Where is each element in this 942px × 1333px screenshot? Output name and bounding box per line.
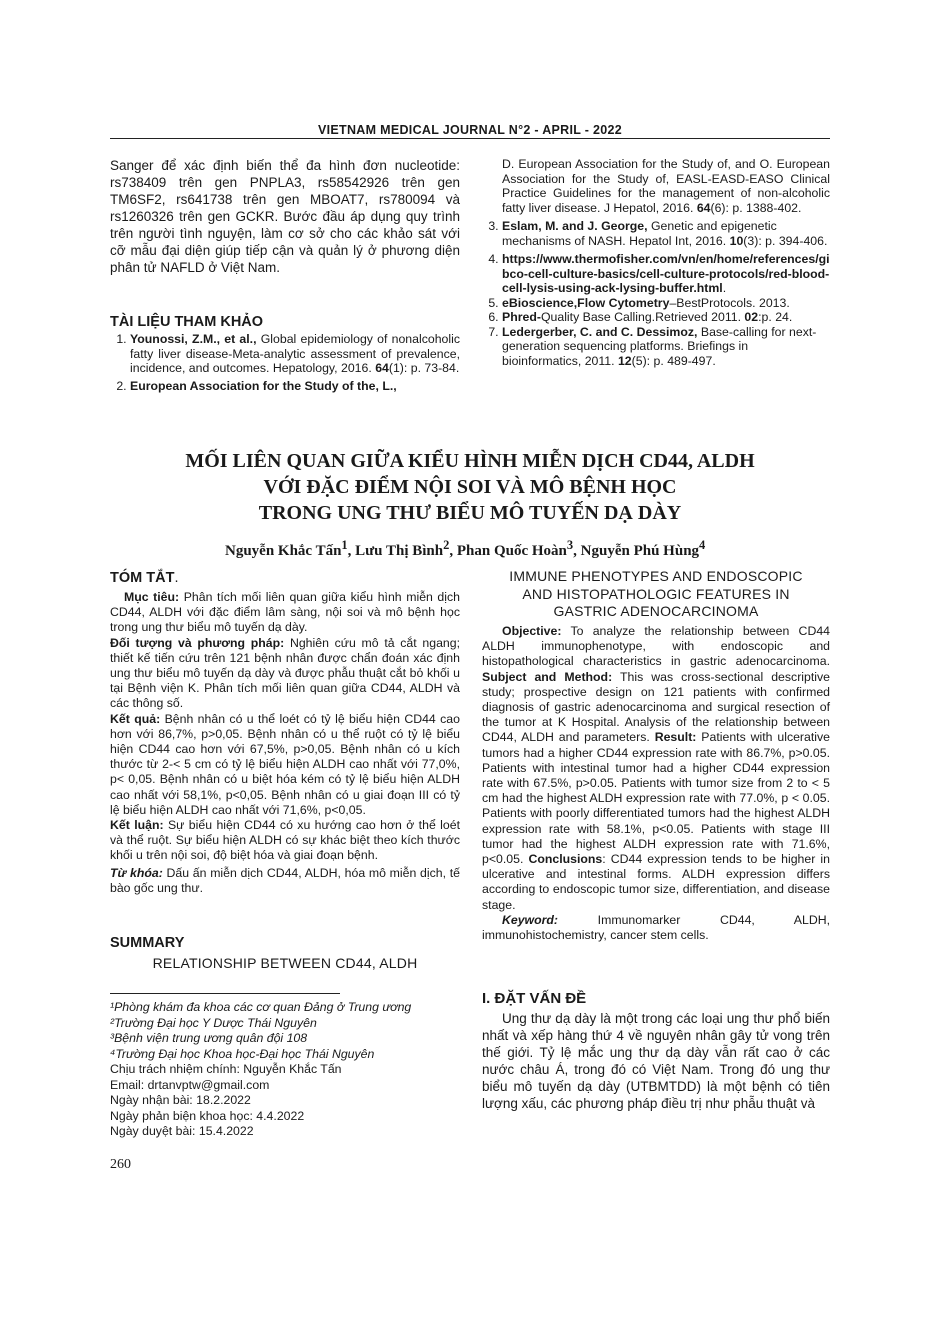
authors: Nguyễn Khắc Tấn$^1$, Lưu Thị Bình$^2$, Phan Quốc Hoàn$^3$, Nguyễn Phú Hùng$^4$: [225, 538, 706, 559]
reference-6: 6. Phred-Quality Base Calling.Retrieved 2011. 02:p. 24.: [502, 310, 830, 325]
references-heading: TÀI LIỆU THAM KHẢO: [110, 314, 264, 330]
section-1-heading: I. ĐẶT VẤN ĐỀ: [482, 990, 587, 1007]
article-title: MỐI LIÊN QUAN GIỮA KIỂU HÌNH MIỄN DỊCH CD44, ALDH VỚI ĐẶC ĐIỂM NỘI SOI VÀ MÔ BỆNH HỌC TRONG UNG THƯ BIỂU MÔ TUYẾN DẠ DÀY: [185, 450, 755, 524]
reference-4: 4. https://www.thermofisher.com/vn/en/home/references/gibco-cell-culture-basics/cell-culture-protocols/red-blood-cell-lysis-using-ack-lysing-buffer.html.: [502, 252, 830, 296]
summary-heading: SUMMARY: [110, 935, 185, 951]
abstract-keywords: Từ khóa: Dấu ấn miễn dịch CD44, ALDH, hóa mô miễn dịch, tế bào gốc ung thư.: [110, 865, 460, 895]
references-right: [482, 157, 830, 368]
reference-2-continued: D. European Association for the Study of, and O. European Association for the Study of, EASL-EASD-EASO Clinical Practice Guidelines for the management of non-alcoholic fatty liver disease. J Hepatol, 2016. 64(6): p. 1388-402.: [502, 157, 830, 215]
abstract-vi: [110, 590, 460, 896]
header-rule: [110, 138, 830, 139]
page-number: 260: [110, 1157, 131, 1172]
reference-5: 5. eBioscience,Flow Cytometry–BestProtocols. 2013.: [502, 296, 830, 311]
references-left: [110, 332, 460, 393]
abstract-method: Đối tượng và phương pháp: Nghiên cứu mô tả cắt ngang; thiết kế tiến cứu trên 121 bệnh nhân được chẩn đoán xác định ung thư biểu mô tuyến dạ dày và được phẫu thuật cắt bỏ khối u tại Bệnh viện K. Phân tích mối liên quan giữa CD44, ALDH và các thông số.: [110, 635, 460, 711]
abstract-conclusion: Kết luận: Sự biểu hiện CD44 có xu hướng cao hơn ở thể loét và thể ruột. Sự biểu hiện ALDH có sự khác biệt theo kích thước khối u trên nội soi, độ biệt hóa và giai đoạn bệnh.: [110, 818, 460, 863]
abstract-heading: TÓM TẮT.: [110, 570, 179, 586]
reference-7: 7. Ledergerber, C. and C. Dessimoz, Base-calling for next-generation sequencing platforms. Briefings in bioinformatics, 2011. 12(5): p. 489-497.: [502, 325, 830, 369]
abstract-objective: Mục tiêu: Phân tích mối liên quan giữa kiểu hình miễn dịch CD44, ALDH với đặc điểm lâm sàng, nội soi và mô bệnh học trong ung thư biểu mô tuyến dạ dày.: [110, 590, 460, 635]
intro-continuation: Sanger để xác định biến thể đa hình đơn nucleotide: rs738409 trên gen PNPLA3, rs58542926 trên gen TM6SF2, rs641738 trên gen MBOAT7, rs780094 và rs1260326 trên gen GCKR. Bước đầu áp dụng quy trình trên người tình nguyện, làm cơ sở cho các khảo sát với cỡ mẫu đại diện giúp tiếp cận và quản lý ở phương diện phân tử NAFLD ở Việt Nam.: [110, 158, 460, 275]
abstract-result: Kết quả: Bệnh nhân có u thể loét có tỷ lệ biểu hiện CD44 cao hơn với 86,7%, p>0,05. Bệnh nhân có u thể ruột có tỷ lệ biểu hiện CD44 cao hơn với 67,5%, p>0,05. Bệnh nhân có u kích thước từ 2-< 5 cm có tỷ lệ biểu hiện ALDH cao nhất với 77,0%, p< 0,05. Bệnh nhân có u biệt hóa kém có tỷ lệ biểu hiện ALDH cao nhất với 58,1%, p<0,05. Bệnh nhân có u giai đoạn III có tỷ lệ biểu hiện ALDH cao nhất với 71,6%, p<0,05.: [110, 711, 460, 817]
summary-title-part1: RELATIONSHIP BETWEEN CD44, ALDH: [152, 955, 418, 971]
reference-2: 2. European Association for the Study of the, L.,: [130, 379, 460, 394]
section-1-text: Ung thư dạ dày là một trong các loại ung thư phổ biến nhất và xếp hàng thứ 4 về nguyên nhân gây tử vong trên thế giới. Tỷ lệ mắc ung thư dạ dày vẫn rất cao ở các nước châu Á, trong đó có Việt Nam. Trong đó ung thư biểu mô tuyến dạ dày (UTBMTDD) là một bệnh có tiên lượng xấu, các phương pháp điều trị như phẫu thuật và: [482, 1011, 830, 1111]
footnote-rule: [110, 993, 340, 994]
summary-title-part2: IMMUNE PHENOTYPES AND ENDOSCOPIC AND HISTOPATHOLOGIC FEATURES IN GASTRIC ADENOCARCINOMA: [509, 568, 803, 619]
summary-objective: Objective: To analyze the relationship between CD44 ALDH immunophenotype, with endoscopic and histopathological characteristics in gastric adenocarcinoma. Subject and Method: This was cross-sectional descriptive study; prospective design on 121 patients with confirmed diagnosis of gastric adenocarcinoma and surgical resection of the tumor at K Hospital. Analysis of the relationship between CD44, ALDH and parameters. Result: Patients with ulcerative tumors had a higher CD44 expression rate with 86.7%, p>0.05. Patients with intestinal tumor had a higher CD44 expression rate with 67.5%, p>0.05. Patients with tumor size from 2 to < 5 cm had the highest ALDH expression rate with 77.0%, p < 0.05. Patients with poorly differentiated tumors had the highest ALDH expression rate with 58.1%, p<0.05. Patients with stage III tumor had the highest ALDH expression rate with 71.6%, p<0.05. Conclusions: CD44 expression tends to be higher in ulcerative and intestinal forms. ALDH expression differs according to endoscopic tumor size, differentiation, and disease stage.: [482, 624, 831, 912]
reference-3: 3. Eslam, M. and J. George, Genetic and epigenetic mechanisms of NASH. Hepatol Int, 2016. 10(3): p. 394-406.: [502, 219, 830, 248]
reference-1: 1. Younossi, Z.M., et al., Global epidemiology of nonalcoholic fatty liver disease-Meta-analytic assessment of prevalence, incidence, and outcomes. Hepatology, 2016. 64(1): p. 73-84.: [130, 332, 460, 376]
summary-keywords: Keyword: Immunomarker CD44, ALDH, immunohistochemistry, cancer stem cells.: [482, 912, 830, 943]
footnotes: ¹Phòng khám đa khoa các cơ quan Đảng ở Trung ương ²Trường Đại học Y Dược Thái Nguyên ³Bệnh viện trung ương quân đội 108 ⁴Trường Đại học Khoa học-Đại học Thái Nguyên Chịu trách nhiệm chính: Nguyễn Khắc Tấn Email: drtanvptw@gmail.com Ngày nhận bài: 18.2.2022 Ngày phản biện khoa học: 4.4.2022 Ngày duyệt bài: 15.4.2022: [110, 1000, 412, 1138]
journal-header: VIETNAM MEDICAL JOURNAL N°2 - APRIL - 2022: [318, 123, 622, 137]
summary-en: [482, 624, 830, 943]
